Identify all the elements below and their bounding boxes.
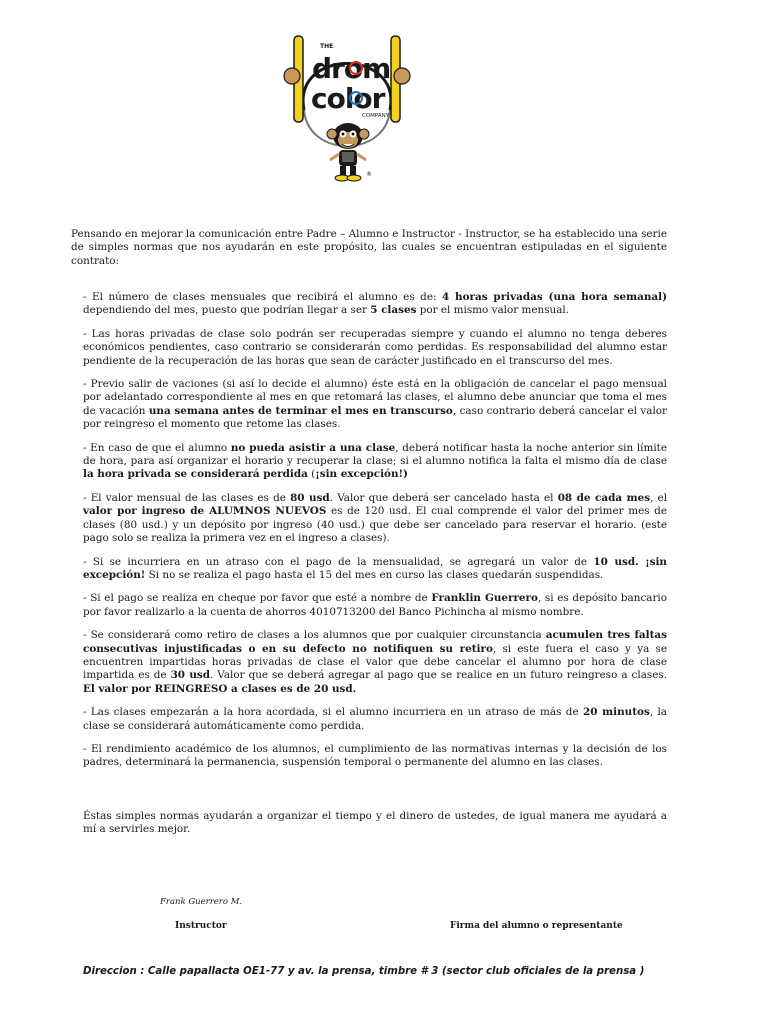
rule-text: - El rendimiento académico de los alumnos, el cumplimiento de las normativas internas y la decisión de los padres, determinará la permanencia, suspensión temporal o permanente del alumno en las clases. [83,742,667,769]
rule-item [83,442,667,482]
rule-emphasis: valor por ingreso de ALUMNOS NUEVOS [83,505,327,518]
logo-company: COMPANY [362,113,390,119]
rule-emphasis: 08 de cada mes [557,491,651,504]
rule-text: - Las clases empezarán a la hora acordada, si el alumno incurriera en un atraso de más de [83,706,583,719]
rule-text: - Se considerará como retiro de clases a los alumnos que por cualquier circunstancia [83,629,546,642]
rule-text: , si es depósito bancario por favor realizarlo a la cuenta de ahorros 4010713200 del Banco Pichincha al mismo nombre. [83,592,668,618]
rule-emphasis: ¡sin excepción!) [315,468,408,481]
rule-text: - Si el pago se realiza en cheque por favor que esté a nombre de [83,592,432,605]
rule-emphasis: no pueda asistir a una clase [230,441,396,454]
rule-item [83,592,667,619]
rule-text: , el [650,491,668,504]
rule-item [83,492,667,546]
signature-name: Frank Guerrero M. [160,897,243,907]
rule-text: - Si se incurriera en un atraso con el pago de la mensualidad, se agregará un valor de [83,555,594,568]
rule-text: , caso contrario deberá cancelar el valor por reingreso el momento que retome las clases. [83,404,667,431]
logo-the: THE [320,43,334,50]
rule-emphasis: 80 usd [290,491,330,504]
rule-text: Si no se realiza el pago hasta el 15 del mes en curso las clases quedarán suspendidas. [145,568,604,581]
logo-registered: ® [366,171,372,178]
rule-emphasis: una semana antes de terminar el mes en transcurso [148,404,453,417]
logo-word-color: color [311,82,385,115]
rules-list [83,291,667,780]
rule-emphasis: 4 horas privadas (una hora semanal) [442,291,667,303]
rule-emphasis: 5 clases [370,304,417,317]
rule-emphasis: 10 usd. [593,555,639,568]
rule-text: . Valor que se deberá agregar al pago que se realice en un futuro reingreso a clases. [210,669,668,682]
rule-item [83,706,667,733]
rule-text: dependiendo del mes, puesto que podrían llegar a ser [83,304,371,317]
rule-text: por el mismo valor mensual. [416,304,570,317]
rule-emphasis: acumulen tres faltas consecutivas injustificadas o en su defecto no notifiquen su retiro [83,629,667,655]
rule-emphasis: 20 minutos [583,706,650,719]
instructor-label: Instructor [175,921,227,931]
student-signature-label: Firma del alumno o representante [450,921,623,931]
rule-text: es de 120 usd. El cual comprende el valor del primer mes de clases (80 usd.) y un depósito por ingreso (40 usd.) que debe ser cancelado para reservar el horario. (este pago solo se realiza la primera vez en el ingreso a clases). [83,505,667,545]
drom-color-logo [282,28,412,190]
rule-emphasis: 30 usd [170,669,211,682]
monkey-mascot-icon [327,123,369,181]
rule-text: - El número de clases mensuales que recibirá el alumno es de: [83,291,442,303]
logo-word-drom: drom [312,52,391,85]
rule-text: - Previo salir de vaciones (si así lo decide el alumno) éste está en la obligación de cancelar el pago mensual por adelantado correspondiente al mes en que retomará las clases, el alumno debe anunciar que toma el mes de vacación [83,378,667,417]
rule-text: - Las horas privadas de clase solo podrán ser recuperadas siempre y cuando el alumno no tenga deberes económicos pendientes, caso contrario se considerarán como perdidas. Es responsabilidad del alumno estar pendiente de la recuperación de las horas que sean de carácter justificado en el transcurso del mes. [83,327,667,367]
rule-item [83,378,667,432]
rule-item [83,743,667,770]
rule-text: - En caso de que el alumno [83,441,231,454]
rule-item [83,629,667,696]
address-footer: Direccion : Calle papallacta OE1-77 y av. la prensa, timbre # 3 (sector club oficiales de la prensa ) [83,966,645,977]
rule-emphasis: Franklin Guerrero [431,592,538,605]
rule-text: , si este fuera el caso y ya se encuentren impartidas horas privadas de clase el valor que debe cancelar el alumno por hora de clase impartida es de [83,642,667,682]
rule-item [83,291,667,318]
intro-paragraph: Pensando en mejorar la comunicación entre Padre – Alumno e Instructor - Instructor, se ha establecido una serie de simples normas que nos ayudarán en este propósito, las cuales se encuentran estipuladas en el siguiente contrato: [71,228,667,267]
rule-text: ( [307,468,316,481]
closing-paragraph: Éstas simples normas ayudarán a organizar el tiempo y el dinero de ustedes, de igual manera me ayudará a mí a servirles mejor. [83,810,667,836]
rule-emphasis: la hora privada se considerará perdida [83,468,308,481]
rule-text: , la clase se considerará automáticamente como perdida. [83,706,668,732]
rule-text: - El valor mensual de las clases es de [83,491,291,504]
rule-item [83,328,667,368]
rule-text: . Valor que deberá ser cancelado hasta el [329,491,558,504]
rule-item [83,556,667,583]
rule-emphasis: El valor por REINGRESO a clases es de 20 usd. [83,682,357,695]
rule-text: , deberá notificar hasta la noche anterior sin límite de hora, para así organizar el horario y recuperar la clase; si el alumno notifica la falta el mismo día de clase [83,441,667,468]
rule-emphasis: ¡sin excepción! [83,555,667,581]
